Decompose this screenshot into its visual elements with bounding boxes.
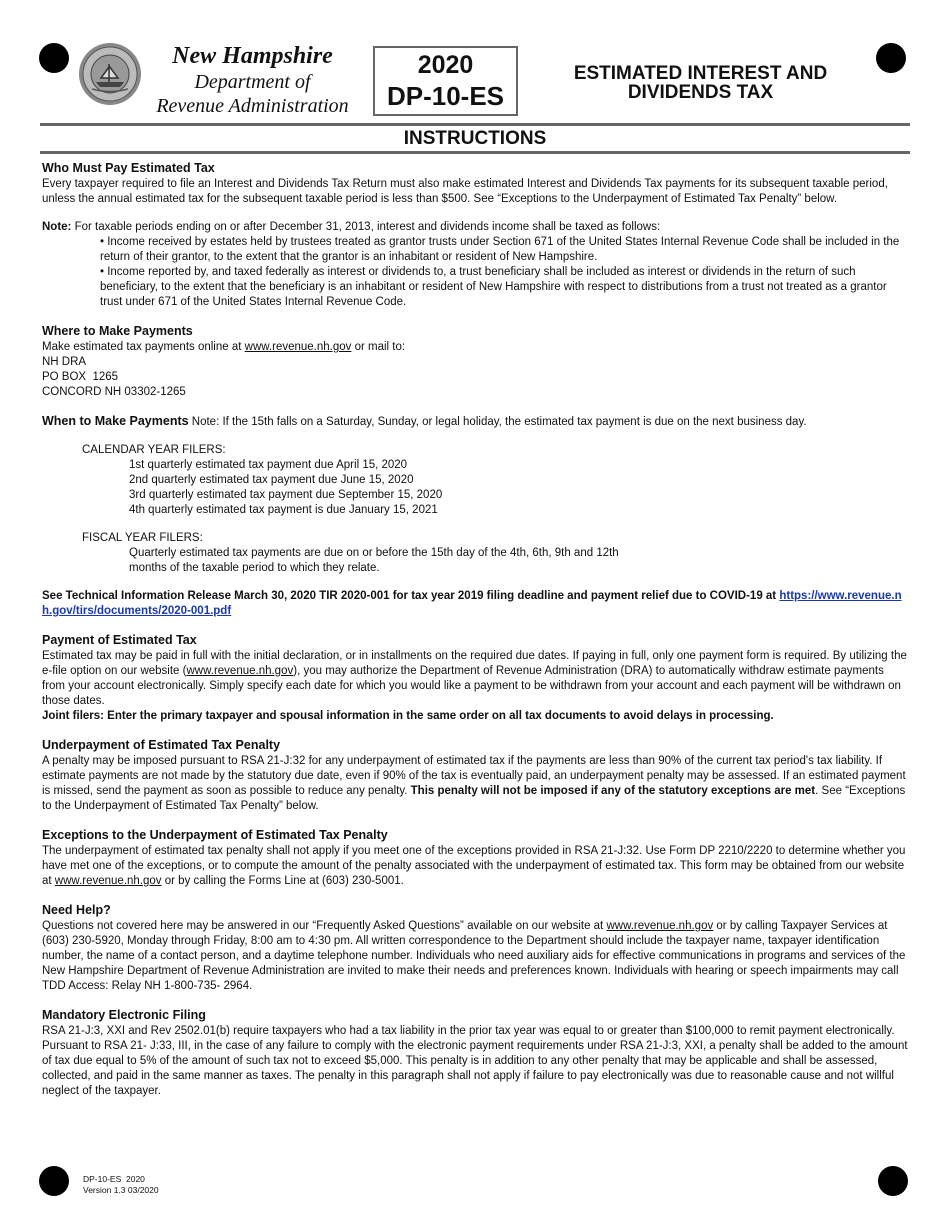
registration-mark-top-right xyxy=(876,43,906,73)
who-body: Every taxpayer required to file an Interest and Dividends Tax Return must also make estimated Interest and Dividends Tax payments for its subsequent taxable period, unless the annual estimated tax for the subsequent taxable period is less than $500. See “Exceptions to the Underpayment of Estimated Tax Penalty” below. xyxy=(42,178,888,205)
fiscal-filers-text: Quarterly estimated tax payments are due on or before the 15th day of the 4th, 6th, 9th and 12th months of the taxable period to which they relate. xyxy=(129,547,619,574)
underpayment-body xyxy=(42,754,910,814)
exceptions-website-link[interactable]: www.revenue.nh.gov xyxy=(54,875,162,887)
agency-line-3: Revenue Administration xyxy=(156,95,349,117)
due-date-q2: 2nd quarterly estimated tax payment due June 15, 2020 xyxy=(129,474,414,486)
form-number: DP-10-ES xyxy=(386,81,505,111)
where-intro-tail: or mail to: xyxy=(351,341,406,353)
help-body xyxy=(42,919,910,994)
agency-line-2: Department of xyxy=(194,71,311,93)
payment-heading: Payment of Estimated Tax xyxy=(42,633,197,647)
note-bullet-2: • Income reported by, and taxed federally as interest or dividends to, a trust beneficiary shall be included as interest or dividends in the return of such beneficiary, to the extent that the beneficiary is an inhabitant or resident of New Hampshire with respect to distributions from a trust not treated as a grantor trust under 671 of the United States Internal Revenue Code. xyxy=(100,266,887,308)
note-text: For taxable periods ending on or after December 31, 2013, interest and dividends income shall be taxed as follows: xyxy=(71,221,661,233)
form-id-box xyxy=(373,46,518,116)
footer-form-id: DP-10-ES 2020 xyxy=(83,1174,145,1184)
joint-filers-note: Joint filers: Enter the primary taxpayer and spousal information in the same order on all tax documents to avoid delays in processing. xyxy=(42,710,774,722)
payment-body xyxy=(42,649,910,709)
help-website-link[interactable]: www.revenue.nh.gov xyxy=(606,920,714,932)
help-body-b: or by calling Taxpayer Services at (603) 230-5920, Monday through Friday, 8:00 am to 4:30 pm. All written correspondence to the Department should include the taxpayer name, taxpayer identification number, the name of a contact person, and a daytime telephone number. Individuals who need auxiliary aids for effective communications in programs and services of the New Hampshire Department of Revenue Administration are invited to make their needs and preferences known. Individuals with hearing or speech impairments may call TDD Access: Relay NH 1-800-735- 2964. xyxy=(42,920,906,992)
form-title-line-2: DIVIDENDS TAX xyxy=(627,82,774,103)
calendar-filers-label: CALENDAR YEAR FILERS: xyxy=(82,444,226,456)
registration-mark-top-left xyxy=(39,43,69,73)
underpayment-bold: This penalty will not be imposed if any of the statutory exceptions are met xyxy=(410,785,816,797)
payment-website-link[interactable]: www.revenue.nh.gov xyxy=(186,665,294,677)
mandatory-body: RSA 21-J:3, XXI and Rev 2502.01(b) require taxpayers who had a tax liability in the prior tax year was equal to or greater than $100,000 to remit payment electronically. Pursuant to RSA 21- J:33, III, in the case of any failure to comply with the electronic payment requirements under RSA 21-J:3, XXI, a penalty shall be added to the amount of tax due equal to 5% of the amount of such tax not to exceed $5,000. This penalty is in addition to any other penalty that may be applicable and shall be assessed, collected, and paid in the same manner as taxes. The penalty in this paragraph shall not apply if failure to pay electronically was due to reasonable cause and not willful neglect of the taxpayer. xyxy=(42,1025,908,1097)
instructions-body xyxy=(42,160,910,1099)
form-title-line-1: ESTIMATED INTEREST AND xyxy=(573,63,828,84)
mandatory-heading: Mandatory Electronic Filing xyxy=(42,1008,206,1022)
agency-name xyxy=(145,42,360,118)
subheader-rule xyxy=(40,151,910,154)
where-intro-text: Make estimated tax payments online at xyxy=(42,341,245,353)
footer-version: Version 1.3 03/2020 xyxy=(83,1185,159,1195)
tir-link[interactable]: https://www.revenue.nh.gov/tirs/documents/2020-001.pdf xyxy=(42,590,902,617)
due-date-q3: 3rd quarterly estimated tax payment due September 15, 2020 xyxy=(129,489,443,501)
address-line-3: CONCORD NH 03302-1265 xyxy=(42,386,186,398)
exceptions-body xyxy=(42,844,910,889)
exceptions-body-a: The underpayment of estimated tax penalty shall not apply if you meet one of the exceptions provided in RSA 21-J:32. Use Form DP 2210/2220 to determine whether you have met one of the exceptions, or to compute the amount of the penalty associated with the underpayment of estimated tax. This form may be obtained from our website at xyxy=(42,845,906,887)
page-footer xyxy=(83,1174,159,1196)
note-bullet-1: • Income received by estates held by trustees treated as grantor trusts under Section 671 of the United States Internal Revenue Code shall be included in the return of their grantor, to the extent that the grantor is an inhabitant or resident of New Hampshire. xyxy=(100,236,900,263)
registration-mark-bottom-right xyxy=(878,1166,908,1196)
note-label: Note: xyxy=(42,221,72,233)
help-body-a: Questions not covered here may be answered in our “Frequently Asked Questions” available on our website at xyxy=(42,920,607,932)
form-year: 2020 xyxy=(417,51,474,79)
underpayment-body-b: . See “Exceptions to the Underpayment of Estimated Tax Penalty” below. xyxy=(42,785,906,812)
payment-body-b: ), you may authorize the Department of Revenue Administration (DRA) to automatically withdraw estimate payments from your account electronically. Simply specify each date for which you would like a payment to be withdrawn from your account and each payment will be withdrawn on those dates. xyxy=(42,665,901,707)
due-date-q4: 4th quarterly estimated tax payment is due January 15, 2021 xyxy=(129,504,438,516)
when-note: Note: If the 15th falls on a Saturday, Sunday, or legal holiday, the estimated tax payment is due on the next business day. xyxy=(188,416,807,428)
exceptions-heading: Exceptions to the Underpayment of Estimated Tax Penalty xyxy=(42,828,388,842)
website-link[interactable]: www.revenue.nh.gov xyxy=(244,341,352,353)
header-rule xyxy=(40,123,910,126)
fiscal-filers-label: FISCAL YEAR FILERS: xyxy=(82,532,203,544)
tir-notice xyxy=(42,589,910,619)
payment-body-a: Estimated tax may be paid in full with the initial declaration, or in installments on the required due dates. If paying in full, only one payment form is required. By utilizing the e-file option on our website ( xyxy=(42,650,907,677)
underpayment-body-a: A penalty may be imposed pursuant to RSA 21-J:32 for any underpayment of estimated tax if the payments are less than 90% of the current tax period's tax liability. If estimate payments are not made by the statutory due date, even if 90% of the tax is eventually paid, an underpayment penalty may be assessed. If an estimated payment is missed, send the payment as soon as possible to reduce any penalty. xyxy=(42,755,906,797)
where-intro xyxy=(42,340,910,355)
who-heading: Who Must Pay Estimated Tax xyxy=(42,161,215,175)
underpayment-heading: Underpayment of Estimated Tax Penalty xyxy=(42,738,281,752)
due-date-q1: 1st quarterly estimated tax payment due April 15, 2020 xyxy=(129,459,408,471)
help-heading: Need Help? xyxy=(42,903,111,917)
address-line-2: PO BOX 1265 xyxy=(42,371,119,383)
exceptions-body-b: or by calling the Forms Line at (603) 230-5001. xyxy=(161,875,404,887)
state-seal-icon xyxy=(78,42,142,106)
when-paragraph xyxy=(42,413,910,430)
address-line-1: NH DRA xyxy=(42,356,87,368)
agency-state: New Hampshire xyxy=(172,43,333,69)
form-title xyxy=(548,64,853,102)
when-heading: When to Make Payments xyxy=(42,414,189,428)
note-paragraph xyxy=(42,220,910,235)
registration-mark-bottom-left xyxy=(39,1166,69,1196)
where-heading: Where to Make Payments xyxy=(42,324,193,338)
tir-text: See Technical Information Release March 30, 2020 TIR 2020-001 for tax year 2019 filing deadline and payment relief due to COVID-19 at xyxy=(42,590,780,602)
instructions-heading: INSTRUCTIONS xyxy=(403,128,547,149)
